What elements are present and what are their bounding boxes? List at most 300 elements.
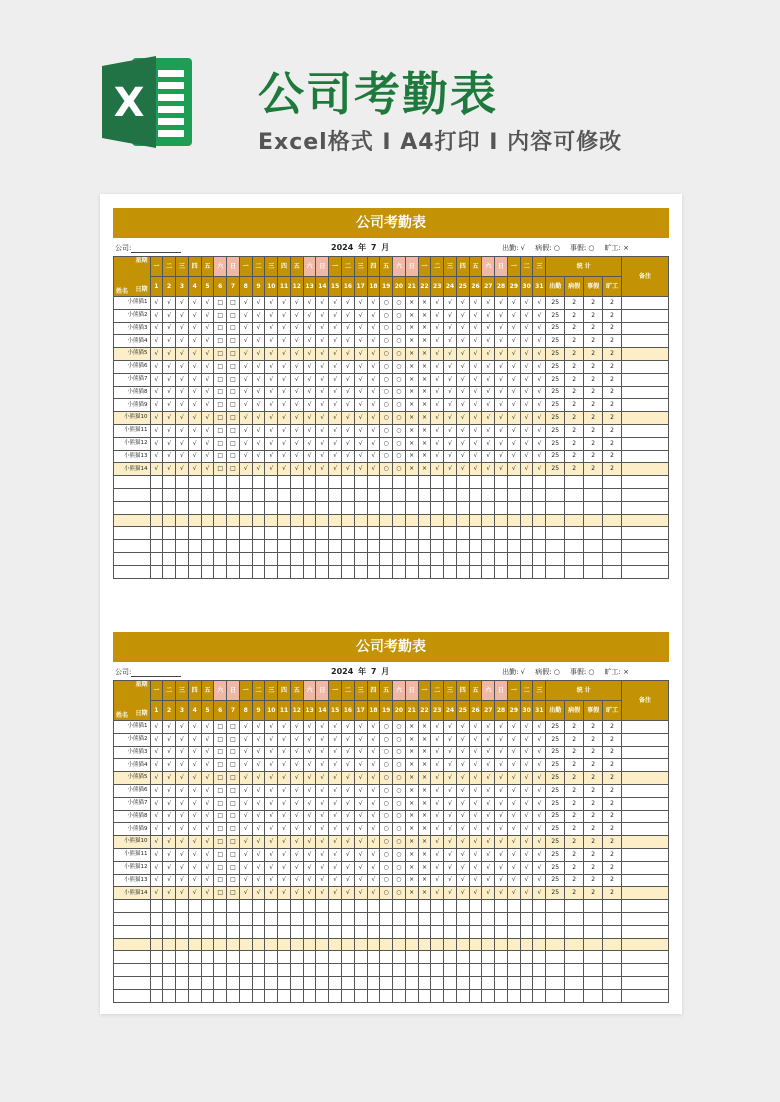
- attendance-cell[interactable]: √: [239, 861, 252, 874]
- remark-cell[interactable]: [622, 488, 669, 501]
- attendance-cell[interactable]: √: [163, 887, 176, 900]
- attendance-cell[interactable]: [507, 951, 520, 964]
- attendance-cell[interactable]: √: [278, 386, 291, 399]
- attendance-cell[interactable]: √: [278, 360, 291, 373]
- attendance-cell[interactable]: [329, 964, 342, 977]
- attendance-cell[interactable]: [341, 540, 354, 553]
- employee-name[interactable]: 小熊猫7: [114, 373, 151, 386]
- stats-cell[interactable]: [565, 989, 584, 1002]
- attendance-cell[interactable]: √: [316, 450, 329, 463]
- attendance-cell[interactable]: [290, 501, 303, 514]
- attendance-cell[interactable]: √: [482, 759, 495, 772]
- attendance-cell[interactable]: √: [533, 861, 546, 874]
- attendance-cell[interactable]: √: [444, 784, 457, 797]
- attendance-cell[interactable]: [239, 514, 252, 527]
- attendance-cell[interactable]: √: [444, 759, 457, 772]
- attendance-cell[interactable]: √: [431, 412, 444, 425]
- attendance-cell[interactable]: √: [303, 360, 316, 373]
- attendance-cell[interactable]: [380, 976, 393, 989]
- attendance-cell[interactable]: [303, 552, 316, 565]
- attendance-cell[interactable]: √: [239, 810, 252, 823]
- attendance-cell[interactable]: [405, 552, 418, 565]
- attendance-cell[interactable]: [456, 989, 469, 1002]
- attendance-cell[interactable]: [265, 912, 278, 925]
- attendance-cell[interactable]: √: [163, 810, 176, 823]
- attendance-cell[interactable]: [469, 514, 482, 527]
- attendance-cell[interactable]: [456, 951, 469, 964]
- attendance-cell[interactable]: ○: [380, 823, 393, 836]
- attendance-cell[interactable]: [393, 501, 406, 514]
- attendance-cell[interactable]: □: [227, 412, 240, 425]
- attendance-cell[interactable]: ○: [380, 733, 393, 746]
- attendance-cell[interactable]: [176, 964, 189, 977]
- attendance-cell[interactable]: [495, 501, 508, 514]
- attendance-cell[interactable]: √: [367, 772, 380, 785]
- attendance-cell[interactable]: √: [290, 797, 303, 810]
- attendance-cell[interactable]: [316, 912, 329, 925]
- stats-cell[interactable]: [603, 925, 622, 938]
- attendance-cell[interactable]: [239, 527, 252, 540]
- stats-cell[interactable]: 2: [565, 861, 584, 874]
- attendance-cell[interactable]: ○: [393, 797, 406, 810]
- attendance-cell[interactable]: √: [150, 836, 163, 849]
- attendance-cell[interactable]: √: [176, 848, 189, 861]
- attendance-cell[interactable]: √: [520, 733, 533, 746]
- attendance-cell[interactable]: [303, 900, 316, 913]
- attendance-cell[interactable]: ×: [405, 360, 418, 373]
- attendance-cell[interactable]: [201, 900, 214, 913]
- attendance-cell[interactable]: √: [303, 823, 316, 836]
- stats-cell[interactable]: [584, 900, 603, 913]
- stats-cell[interactable]: [584, 951, 603, 964]
- employee-name[interactable]: [114, 900, 151, 913]
- stats-cell[interactable]: [565, 540, 584, 553]
- attendance-cell[interactable]: √: [456, 874, 469, 887]
- attendance-cell[interactable]: [367, 476, 380, 489]
- attendance-cell[interactable]: √: [252, 861, 265, 874]
- attendance-cell[interactable]: √: [507, 810, 520, 823]
- attendance-cell[interactable]: √: [482, 399, 495, 412]
- attendance-cell[interactable]: [163, 514, 176, 527]
- attendance-cell[interactable]: √: [303, 322, 316, 335]
- stats-cell[interactable]: 25: [546, 772, 565, 785]
- stats-cell[interactable]: 2: [584, 463, 603, 476]
- attendance-cell[interactable]: [418, 976, 431, 989]
- attendance-cell[interactable]: [367, 514, 380, 527]
- attendance-cell[interactable]: [418, 488, 431, 501]
- attendance-cell[interactable]: √: [163, 848, 176, 861]
- attendance-cell[interactable]: √: [495, 874, 508, 887]
- attendance-cell[interactable]: [290, 514, 303, 527]
- attendance-cell[interactable]: √: [163, 437, 176, 450]
- attendance-cell[interactable]: [201, 527, 214, 540]
- attendance-cell[interactable]: [444, 514, 457, 527]
- attendance-cell[interactable]: [176, 476, 189, 489]
- attendance-cell[interactable]: □: [214, 463, 227, 476]
- attendance-cell[interactable]: ○: [393, 463, 406, 476]
- attendance-cell[interactable]: [303, 565, 316, 578]
- attendance-cell[interactable]: √: [431, 823, 444, 836]
- attendance-cell[interactable]: √: [354, 437, 367, 450]
- attendance-cell[interactable]: √: [303, 399, 316, 412]
- attendance-cell[interactable]: √: [482, 373, 495, 386]
- attendance-cell[interactable]: √: [290, 373, 303, 386]
- attendance-cell[interactable]: [265, 501, 278, 514]
- attendance-cell[interactable]: √: [316, 463, 329, 476]
- attendance-cell[interactable]: [201, 938, 214, 951]
- attendance-cell[interactable]: √: [239, 424, 252, 437]
- attendance-cell[interactable]: √: [341, 373, 354, 386]
- attendance-cell[interactable]: √: [278, 848, 291, 861]
- attendance-cell[interactable]: [507, 938, 520, 951]
- remark-cell[interactable]: [622, 476, 669, 489]
- attendance-cell[interactable]: [163, 925, 176, 938]
- attendance-cell[interactable]: √: [290, 746, 303, 759]
- stats-cell[interactable]: 2: [603, 887, 622, 900]
- attendance-cell[interactable]: [354, 938, 367, 951]
- attendance-cell[interactable]: √: [341, 823, 354, 836]
- attendance-cell[interactable]: [405, 925, 418, 938]
- stats-cell[interactable]: 25: [546, 848, 565, 861]
- attendance-cell[interactable]: [201, 501, 214, 514]
- attendance-cell[interactable]: √: [444, 348, 457, 361]
- attendance-cell[interactable]: √: [265, 424, 278, 437]
- attendance-cell[interactable]: √: [354, 386, 367, 399]
- attendance-cell[interactable]: [201, 964, 214, 977]
- stats-cell[interactable]: 2: [603, 424, 622, 437]
- attendance-cell[interactable]: √: [520, 721, 533, 734]
- attendance-cell[interactable]: [367, 540, 380, 553]
- attendance-cell[interactable]: ×: [418, 733, 431, 746]
- attendance-cell[interactable]: [393, 488, 406, 501]
- attendance-cell[interactable]: [405, 527, 418, 540]
- attendance-cell[interactable]: √: [316, 309, 329, 322]
- attendance-cell[interactable]: √: [533, 373, 546, 386]
- attendance-cell[interactable]: √: [188, 759, 201, 772]
- attendance-cell[interactable]: √: [176, 424, 189, 437]
- attendance-cell[interactable]: √: [176, 861, 189, 874]
- attendance-cell[interactable]: √: [316, 823, 329, 836]
- attendance-cell[interactable]: √: [469, 386, 482, 399]
- stats-cell[interactable]: 2: [584, 348, 603, 361]
- attendance-cell[interactable]: √: [341, 297, 354, 310]
- attendance-cell[interactable]: √: [329, 322, 342, 335]
- attendance-cell[interactable]: [316, 900, 329, 913]
- stats-cell[interactable]: [546, 488, 565, 501]
- attendance-cell[interactable]: √: [520, 463, 533, 476]
- attendance-cell[interactable]: [239, 925, 252, 938]
- attendance-cell[interactable]: [201, 976, 214, 989]
- attendance-cell[interactable]: √: [290, 772, 303, 785]
- stats-cell[interactable]: 25: [546, 887, 565, 900]
- attendance-cell[interactable]: √: [469, 797, 482, 810]
- attendance-cell[interactable]: √: [520, 360, 533, 373]
- attendance-cell[interactable]: □: [214, 797, 227, 810]
- attendance-cell[interactable]: √: [520, 386, 533, 399]
- attendance-cell[interactable]: √: [431, 861, 444, 874]
- attendance-cell[interactable]: □: [214, 733, 227, 746]
- attendance-cell[interactable]: √: [303, 848, 316, 861]
- company-field[interactable]: [115, 243, 181, 253]
- stats-cell[interactable]: 2: [584, 887, 603, 900]
- attendance-cell[interactable]: √: [303, 784, 316, 797]
- attendance-cell[interactable]: √: [533, 746, 546, 759]
- attendance-cell[interactable]: √: [482, 861, 495, 874]
- attendance-cell[interactable]: ○: [393, 874, 406, 887]
- attendance-cell[interactable]: [227, 540, 240, 553]
- attendance-cell[interactable]: √: [444, 810, 457, 823]
- attendance-cell[interactable]: [520, 527, 533, 540]
- attendance-cell[interactable]: [252, 989, 265, 1002]
- attendance-cell[interactable]: √: [176, 322, 189, 335]
- attendance-cell[interactable]: √: [507, 309, 520, 322]
- attendance-cell[interactable]: √: [303, 309, 316, 322]
- stats-cell[interactable]: 25: [546, 373, 565, 386]
- attendance-cell[interactable]: √: [252, 424, 265, 437]
- attendance-cell[interactable]: [239, 488, 252, 501]
- attendance-cell[interactable]: [303, 976, 316, 989]
- attendance-cell[interactable]: [354, 501, 367, 514]
- attendance-cell[interactable]: [507, 900, 520, 913]
- attendance-cell[interactable]: √: [290, 874, 303, 887]
- attendance-cell[interactable]: √: [329, 874, 342, 887]
- attendance-cell[interactable]: [176, 912, 189, 925]
- stats-cell[interactable]: 2: [584, 437, 603, 450]
- attendance-cell[interactable]: √: [316, 437, 329, 450]
- employee-name[interactable]: 小熊猫14: [114, 887, 151, 900]
- attendance-cell[interactable]: ○: [393, 322, 406, 335]
- stats-cell[interactable]: [584, 488, 603, 501]
- attendance-cell[interactable]: [456, 552, 469, 565]
- attendance-cell[interactable]: ×: [405, 784, 418, 797]
- attendance-cell[interactable]: [354, 476, 367, 489]
- stats-cell[interactable]: [584, 938, 603, 951]
- attendance-cell[interactable]: [533, 488, 546, 501]
- employee-name[interactable]: 小熊猫9: [114, 823, 151, 836]
- stats-cell[interactable]: 2: [565, 810, 584, 823]
- attendance-cell[interactable]: √: [431, 348, 444, 361]
- attendance-cell[interactable]: √: [456, 463, 469, 476]
- remark-cell[interactable]: [622, 501, 669, 514]
- attendance-cell[interactable]: √: [176, 874, 189, 887]
- attendance-cell[interactable]: √: [163, 861, 176, 874]
- attendance-cell[interactable]: √: [482, 836, 495, 849]
- remark-cell[interactable]: [622, 721, 669, 734]
- attendance-cell[interactable]: [341, 912, 354, 925]
- attendance-cell[interactable]: [252, 540, 265, 553]
- attendance-cell[interactable]: [520, 552, 533, 565]
- stats-cell[interactable]: [546, 938, 565, 951]
- attendance-cell[interactable]: [431, 925, 444, 938]
- attendance-cell[interactable]: √: [341, 759, 354, 772]
- attendance-cell[interactable]: √: [431, 887, 444, 900]
- stats-cell[interactable]: [546, 976, 565, 989]
- attendance-cell[interactable]: √: [367, 759, 380, 772]
- remark-cell[interactable]: [622, 373, 669, 386]
- attendance-cell[interactable]: √: [341, 746, 354, 759]
- attendance-cell[interactable]: ×: [418, 335, 431, 348]
- stats-cell[interactable]: [565, 964, 584, 977]
- attendance-cell[interactable]: [252, 527, 265, 540]
- attendance-cell[interactable]: □: [227, 309, 240, 322]
- attendance-cell[interactable]: √: [444, 746, 457, 759]
- attendance-cell[interactable]: [201, 552, 214, 565]
- attendance-cell[interactable]: √: [329, 386, 342, 399]
- attendance-cell[interactable]: [520, 976, 533, 989]
- attendance-cell[interactable]: [431, 989, 444, 1002]
- attendance-cell[interactable]: [239, 476, 252, 489]
- attendance-cell[interactable]: [367, 900, 380, 913]
- attendance-cell[interactable]: √: [520, 861, 533, 874]
- attendance-cell[interactable]: [456, 964, 469, 977]
- attendance-cell[interactable]: √: [150, 450, 163, 463]
- attendance-cell[interactable]: ×: [405, 810, 418, 823]
- attendance-cell[interactable]: √: [431, 297, 444, 310]
- attendance-cell[interactable]: [431, 912, 444, 925]
- attendance-cell[interactable]: √: [431, 848, 444, 861]
- attendance-cell[interactable]: [520, 540, 533, 553]
- attendance-cell[interactable]: √: [469, 733, 482, 746]
- remark-cell[interactable]: [622, 348, 669, 361]
- attendance-cell[interactable]: √: [482, 424, 495, 437]
- attendance-cell[interactable]: [201, 514, 214, 527]
- stats-cell[interactable]: 2: [584, 309, 603, 322]
- attendance-cell[interactable]: [188, 989, 201, 1002]
- employee-name[interactable]: 小熊猫8: [114, 810, 151, 823]
- attendance-cell[interactable]: √: [278, 759, 291, 772]
- attendance-cell[interactable]: √: [329, 797, 342, 810]
- attendance-cell[interactable]: √: [520, 784, 533, 797]
- attendance-cell[interactable]: [367, 552, 380, 565]
- stats-cell[interactable]: [584, 964, 603, 977]
- attendance-cell[interactable]: √: [239, 348, 252, 361]
- attendance-cell[interactable]: √: [163, 412, 176, 425]
- attendance-cell[interactable]: √: [265, 322, 278, 335]
- stats-cell[interactable]: [603, 900, 622, 913]
- stats-cell[interactable]: 2: [603, 733, 622, 746]
- attendance-cell[interactable]: [380, 925, 393, 938]
- attendance-cell[interactable]: √: [176, 784, 189, 797]
- attendance-cell[interactable]: [469, 976, 482, 989]
- attendance-cell[interactable]: [393, 938, 406, 951]
- attendance-cell[interactable]: [303, 476, 316, 489]
- attendance-cell[interactable]: √: [278, 810, 291, 823]
- attendance-cell[interactable]: √: [150, 848, 163, 861]
- stats-cell[interactable]: 2: [565, 463, 584, 476]
- attendance-cell[interactable]: √: [316, 721, 329, 734]
- attendance-cell[interactable]: [469, 912, 482, 925]
- attendance-cell[interactable]: √: [188, 450, 201, 463]
- attendance-cell[interactable]: √: [482, 784, 495, 797]
- company-input-line[interactable]: [131, 246, 181, 253]
- attendance-cell[interactable]: √: [482, 322, 495, 335]
- attendance-cell[interactable]: √: [239, 335, 252, 348]
- attendance-cell[interactable]: ×: [418, 373, 431, 386]
- attendance-cell[interactable]: √: [188, 861, 201, 874]
- attendance-cell[interactable]: √: [367, 721, 380, 734]
- attendance-cell[interactable]: √: [431, 733, 444, 746]
- stats-cell[interactable]: 25: [546, 412, 565, 425]
- attendance-cell[interactable]: [239, 989, 252, 1002]
- attendance-cell[interactable]: √: [533, 721, 546, 734]
- attendance-cell[interactable]: □: [227, 335, 240, 348]
- stats-cell[interactable]: 25: [546, 861, 565, 874]
- attendance-cell[interactable]: [227, 488, 240, 501]
- attendance-cell[interactable]: [290, 552, 303, 565]
- attendance-cell[interactable]: □: [227, 823, 240, 836]
- attendance-cell[interactable]: √: [150, 412, 163, 425]
- attendance-cell[interactable]: [444, 527, 457, 540]
- attendance-cell[interactable]: [329, 565, 342, 578]
- attendance-cell[interactable]: √: [201, 887, 214, 900]
- attendance-cell[interactable]: √: [354, 412, 367, 425]
- attendance-cell[interactable]: [520, 964, 533, 977]
- stats-cell[interactable]: [603, 527, 622, 540]
- attendance-cell[interactable]: √: [303, 335, 316, 348]
- attendance-cell[interactable]: √: [341, 335, 354, 348]
- employee-name[interactable]: 小熊猫13: [114, 450, 151, 463]
- attendance-cell[interactable]: √: [201, 784, 214, 797]
- attendance-cell[interactable]: [290, 925, 303, 938]
- attendance-cell[interactable]: [227, 964, 240, 977]
- stats-cell[interactable]: [603, 488, 622, 501]
- stats-cell[interactable]: [565, 501, 584, 514]
- attendance-cell[interactable]: √: [469, 412, 482, 425]
- attendance-cell[interactable]: [188, 900, 201, 913]
- attendance-cell[interactable]: √: [456, 810, 469, 823]
- attendance-cell[interactable]: √: [265, 810, 278, 823]
- attendance-cell[interactable]: √: [252, 797, 265, 810]
- attendance-cell[interactable]: √: [278, 450, 291, 463]
- attendance-cell[interactable]: √: [444, 360, 457, 373]
- stats-cell[interactable]: 25: [546, 297, 565, 310]
- stats-cell[interactable]: 2: [603, 322, 622, 335]
- attendance-cell[interactable]: √: [265, 836, 278, 849]
- attendance-cell[interactable]: [482, 552, 495, 565]
- stats-cell[interactable]: [565, 488, 584, 501]
- attendance-cell[interactable]: ×: [405, 412, 418, 425]
- attendance-cell[interactable]: [520, 476, 533, 489]
- stats-cell[interactable]: [603, 540, 622, 553]
- attendance-cell[interactable]: √: [201, 721, 214, 734]
- attendance-cell[interactable]: [520, 912, 533, 925]
- attendance-cell[interactable]: √: [354, 861, 367, 874]
- attendance-cell[interactable]: ○: [393, 335, 406, 348]
- remark-cell[interactable]: [622, 297, 669, 310]
- attendance-cell[interactable]: √: [329, 412, 342, 425]
- attendance-cell[interactable]: [163, 951, 176, 964]
- attendance-cell[interactable]: √: [150, 746, 163, 759]
- attendance-cell[interactable]: √: [431, 437, 444, 450]
- attendance-cell[interactable]: √: [239, 309, 252, 322]
- attendance-cell[interactable]: √: [507, 424, 520, 437]
- stats-cell[interactable]: [546, 527, 565, 540]
- attendance-cell[interactable]: [341, 900, 354, 913]
- attendance-cell[interactable]: [329, 552, 342, 565]
- attendance-cell[interactable]: ○: [380, 887, 393, 900]
- attendance-cell[interactable]: √: [354, 797, 367, 810]
- attendance-cell[interactable]: [150, 976, 163, 989]
- attendance-cell[interactable]: √: [507, 733, 520, 746]
- attendance-cell[interactable]: √: [201, 322, 214, 335]
- attendance-cell[interactable]: [188, 976, 201, 989]
- attendance-cell[interactable]: □: [214, 360, 227, 373]
- stats-cell[interactable]: [546, 514, 565, 527]
- attendance-cell[interactable]: √: [303, 733, 316, 746]
- attendance-cell[interactable]: [444, 540, 457, 553]
- attendance-cell[interactable]: √: [520, 437, 533, 450]
- attendance-cell[interactable]: √: [188, 874, 201, 887]
